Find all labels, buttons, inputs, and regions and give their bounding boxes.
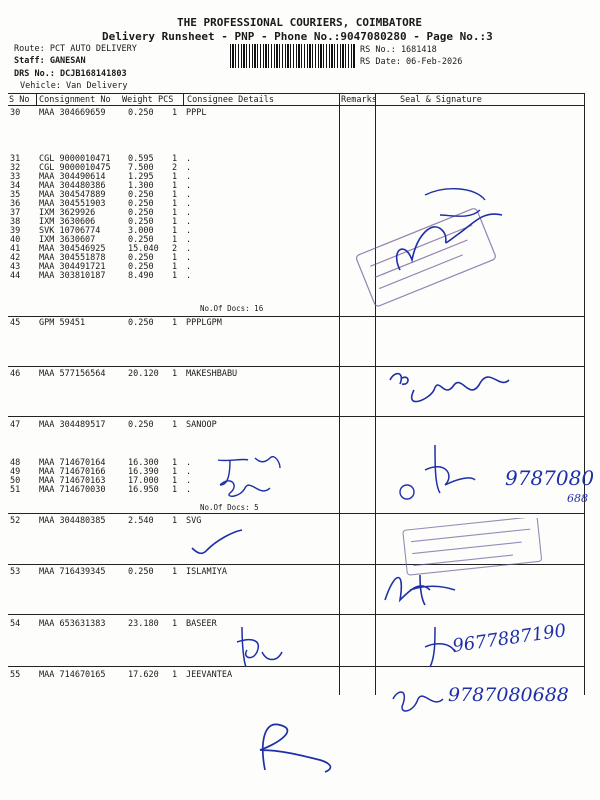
row-sno: 30 bbox=[10, 108, 21, 118]
row-weight: 0.250 bbox=[128, 199, 154, 209]
row-consignment: IXM 3630606 bbox=[39, 217, 96, 227]
row-consignee: . bbox=[186, 163, 192, 173]
route-label: Route: PCT AUTO DELIVERY bbox=[14, 44, 137, 54]
block-divider bbox=[8, 614, 585, 615]
row-weight: 0.250 bbox=[128, 420, 154, 430]
row-pcs: 1 bbox=[172, 369, 178, 379]
row-consignee: . bbox=[186, 244, 192, 254]
vehicle-label: Vehicle: Van Delivery bbox=[20, 81, 128, 91]
row-consignment: MAA 304489517 bbox=[39, 420, 106, 430]
row-sno: 32 bbox=[10, 163, 21, 173]
row-pcs: 1 bbox=[172, 567, 178, 577]
row-pcs: 1 bbox=[172, 458, 178, 468]
row-consignment: MAA 714670166 bbox=[39, 467, 106, 477]
barcode-image bbox=[230, 44, 356, 68]
company-title: THE PROFESSIONAL COURIERS, COIMBATORE bbox=[177, 16, 423, 29]
row-pcs: 1 bbox=[172, 420, 178, 430]
row-pcs: 1 bbox=[172, 271, 178, 281]
row-pcs: 1 bbox=[172, 670, 178, 680]
row-consignee: . bbox=[186, 235, 192, 245]
row-consignment: MAA 304491721 bbox=[39, 262, 106, 272]
row-weight: 0.250 bbox=[128, 108, 154, 118]
row-consignment: IXM 3630607 bbox=[39, 235, 96, 245]
header-bottom-line bbox=[8, 105, 585, 106]
row-weight: 1.295 bbox=[128, 172, 154, 182]
row-consignee: . bbox=[186, 271, 192, 281]
row-sno: 44 bbox=[10, 271, 21, 281]
drs-label: DRS No.: DCJB168141803 bbox=[14, 69, 127, 79]
row-pcs: 1 bbox=[172, 190, 178, 200]
row-sno: 31 bbox=[10, 154, 21, 164]
row-weight: 20.120 bbox=[128, 369, 159, 379]
row-weight: 17.000 bbox=[128, 476, 159, 486]
col-weight: Weight bbox=[122, 95, 153, 105]
row-consignee: . bbox=[186, 190, 192, 200]
row-consignment: CGL 9000010475 bbox=[39, 163, 111, 173]
row-consignment: MAA 653631383 bbox=[39, 619, 106, 629]
row-pcs: 2 bbox=[172, 163, 178, 173]
row-pcs: 1 bbox=[172, 154, 178, 164]
row-consignment: IXM 3629926 bbox=[39, 208, 96, 218]
row-consignee: . bbox=[186, 458, 192, 468]
row-sno: 41 bbox=[10, 244, 21, 254]
handwritten-phone: 9677887190 bbox=[451, 620, 568, 657]
handwritten-phone: 688 bbox=[567, 492, 588, 505]
signature-row-46 bbox=[380, 360, 530, 420]
docs-count-note: No.Of Docs: 16 bbox=[200, 304, 264, 313]
row-consignee: JEEVANTEA bbox=[186, 670, 233, 680]
signature-row-48 bbox=[395, 440, 485, 500]
row-consignment: MAA 714670165 bbox=[39, 670, 106, 680]
row-pcs: 1 bbox=[172, 516, 178, 526]
row-pcs: 1 bbox=[172, 208, 178, 218]
row-consignment: GPM 59451 bbox=[39, 318, 86, 328]
row-consignee: ISLAMIYA bbox=[186, 567, 227, 577]
row-pcs: 1 bbox=[172, 467, 178, 477]
col-seal-signature: Seal & Signature bbox=[400, 95, 482, 105]
row-consignee: . bbox=[186, 199, 192, 209]
row-weight: 23.180 bbox=[128, 619, 159, 629]
row-pcs: 1 bbox=[172, 172, 178, 182]
row-consignee: . bbox=[186, 208, 192, 218]
row-sno: 37 bbox=[10, 208, 21, 218]
row-pcs: 1 bbox=[172, 235, 178, 245]
row-pcs: 2 bbox=[172, 244, 178, 254]
handwritten-phone: 9787080 bbox=[505, 466, 595, 490]
rs-date: RS Date: 06-Feb-2026 bbox=[360, 57, 463, 67]
row-pcs: 1 bbox=[172, 226, 178, 236]
col-consignee: Consignee Details bbox=[187, 95, 274, 105]
row-sno: 49 bbox=[10, 467, 21, 477]
row-sno: 55 bbox=[10, 670, 21, 680]
header-top-line bbox=[8, 93, 585, 94]
stamp-and-signature-block-1 bbox=[345, 175, 505, 315]
row-sno: 53 bbox=[10, 567, 21, 577]
row-consignment: MAA 304547889 bbox=[39, 190, 106, 200]
row-weight: 8.490 bbox=[128, 271, 154, 281]
col-consignment: Consignment No bbox=[39, 95, 111, 105]
row-consignee: . bbox=[186, 217, 192, 227]
row-consignee: PPPLGPM bbox=[186, 318, 222, 328]
row-pcs: 1 bbox=[172, 181, 178, 191]
row-consignment: MAA 303810187 bbox=[39, 271, 106, 281]
row-weight: 16.950 bbox=[128, 485, 159, 495]
runsheet-title: Delivery Runsheet - PNP - Phone No.:9047080280 - Page No.:3 bbox=[102, 30, 493, 43]
row-weight: 0.250 bbox=[128, 208, 154, 218]
row-sno: 38 bbox=[10, 217, 21, 227]
row-consignment: MAA 716439345 bbox=[39, 567, 106, 577]
row-consignee: . bbox=[186, 467, 192, 477]
docs-count-note: No.Of Docs: 5 bbox=[200, 503, 259, 512]
row-consignment: MAA 304546925 bbox=[39, 244, 106, 254]
staff-label: Staff: GANESAN bbox=[14, 56, 86, 66]
row-sno: 33 bbox=[10, 172, 21, 182]
row-pcs: 1 bbox=[172, 108, 178, 118]
row-consignee: PPPL bbox=[186, 108, 207, 118]
row-sno: 46 bbox=[10, 369, 21, 379]
row-sno: 52 bbox=[10, 516, 21, 526]
row-consignment: MAA 304490614 bbox=[39, 172, 106, 182]
row-consignee: . bbox=[186, 226, 192, 236]
row-sno: 40 bbox=[10, 235, 21, 245]
row-weight: 0.250 bbox=[128, 190, 154, 200]
row-pcs: 1 bbox=[172, 262, 178, 272]
rs-number: RS No.: 1681418 bbox=[360, 45, 437, 55]
row-consignment: MAA 304669659 bbox=[39, 108, 106, 118]
row-weight: 0.250 bbox=[128, 235, 154, 245]
row-consignment: MAA 577156564 bbox=[39, 369, 106, 379]
table-right-border bbox=[584, 93, 585, 695]
row-sno: 54 bbox=[10, 619, 21, 629]
row-consignment: MAA 304551903 bbox=[39, 199, 106, 209]
row-consignee: . bbox=[186, 172, 192, 182]
row-consignment: MAA 304480386 bbox=[39, 181, 106, 191]
row-consignee: . bbox=[186, 154, 192, 164]
row-pcs: 1 bbox=[172, 253, 178, 263]
row-consignment: MAA 714670164 bbox=[39, 458, 106, 468]
row-consignment: SVK 10706774 bbox=[39, 226, 101, 236]
row-consignee: . bbox=[186, 476, 192, 486]
signature-row-55 bbox=[388, 684, 448, 714]
row-consignee: SVG bbox=[186, 516, 202, 526]
col-remarks: Remarks bbox=[341, 95, 377, 105]
row-sno: 48 bbox=[10, 458, 21, 468]
row-consignment: CGL 9000010471 bbox=[39, 154, 111, 164]
row-consignment: MAA 714670163 bbox=[39, 476, 106, 486]
row-sno: 50 bbox=[10, 476, 21, 486]
signature-row-54-left bbox=[232, 622, 292, 672]
row-weight: 3.000 bbox=[128, 226, 154, 236]
row-sno: 35 bbox=[10, 190, 21, 200]
row-weight: 7.500 bbox=[128, 163, 154, 173]
row-pcs: 1 bbox=[172, 199, 178, 209]
row-consignee: SANOOP bbox=[186, 420, 217, 430]
col-sno: S No bbox=[9, 95, 30, 105]
row-sno: 47 bbox=[10, 420, 21, 430]
row-sno: 43 bbox=[10, 262, 21, 272]
row-sno: 34 bbox=[10, 181, 21, 191]
row-sno: 51 bbox=[10, 485, 21, 495]
row-sno: 36 bbox=[10, 199, 21, 209]
row-consignee: MAKESHBABU bbox=[186, 369, 238, 379]
row-sno: 42 bbox=[10, 253, 21, 263]
col-pcs: PCS bbox=[158, 95, 174, 105]
signature-row-47-51 bbox=[210, 440, 320, 520]
row-weight: 15.040 bbox=[128, 244, 159, 254]
handwritten-phone: 9787080688 bbox=[448, 684, 569, 706]
row-consignee: . bbox=[186, 262, 192, 272]
row-consignment: MAA 714670030 bbox=[39, 485, 106, 495]
signature-row-53 bbox=[380, 565, 470, 615]
row-weight: 0.250 bbox=[128, 217, 154, 227]
row-weight: 0.250 bbox=[128, 318, 154, 328]
remarks-left-border bbox=[339, 105, 340, 695]
row-pcs: 1 bbox=[172, 476, 178, 486]
row-weight: 0.250 bbox=[128, 567, 154, 577]
row-sno: 45 bbox=[10, 318, 21, 328]
tick-mark bbox=[187, 528, 247, 558]
row-weight: 16.390 bbox=[128, 467, 159, 477]
row-weight: 0.250 bbox=[128, 262, 154, 272]
row-weight: 17.620 bbox=[128, 670, 159, 680]
row-pcs: 1 bbox=[172, 485, 178, 495]
block-divider bbox=[8, 316, 585, 317]
row-consignment: MAA 304551878 bbox=[39, 253, 106, 263]
row-sno: 39 bbox=[10, 226, 21, 236]
row-weight: 16.300 bbox=[128, 458, 159, 468]
row-weight: 1.300 bbox=[128, 181, 154, 191]
row-weight: 0.595 bbox=[128, 154, 154, 164]
staff-signature bbox=[225, 710, 345, 780]
row-pcs: 1 bbox=[172, 217, 178, 227]
row-consignment: MAA 304480385 bbox=[39, 516, 106, 526]
block-divider bbox=[8, 666, 585, 667]
row-consignee: . bbox=[186, 181, 192, 191]
row-consignee: . bbox=[186, 485, 192, 495]
row-weight: 0.250 bbox=[128, 253, 154, 263]
row-consignee: BASEER bbox=[186, 619, 217, 629]
row-pcs: 1 bbox=[172, 318, 178, 328]
row-pcs: 1 bbox=[172, 619, 178, 629]
row-consignee: . bbox=[186, 253, 192, 263]
row-weight: 2.540 bbox=[128, 516, 154, 526]
